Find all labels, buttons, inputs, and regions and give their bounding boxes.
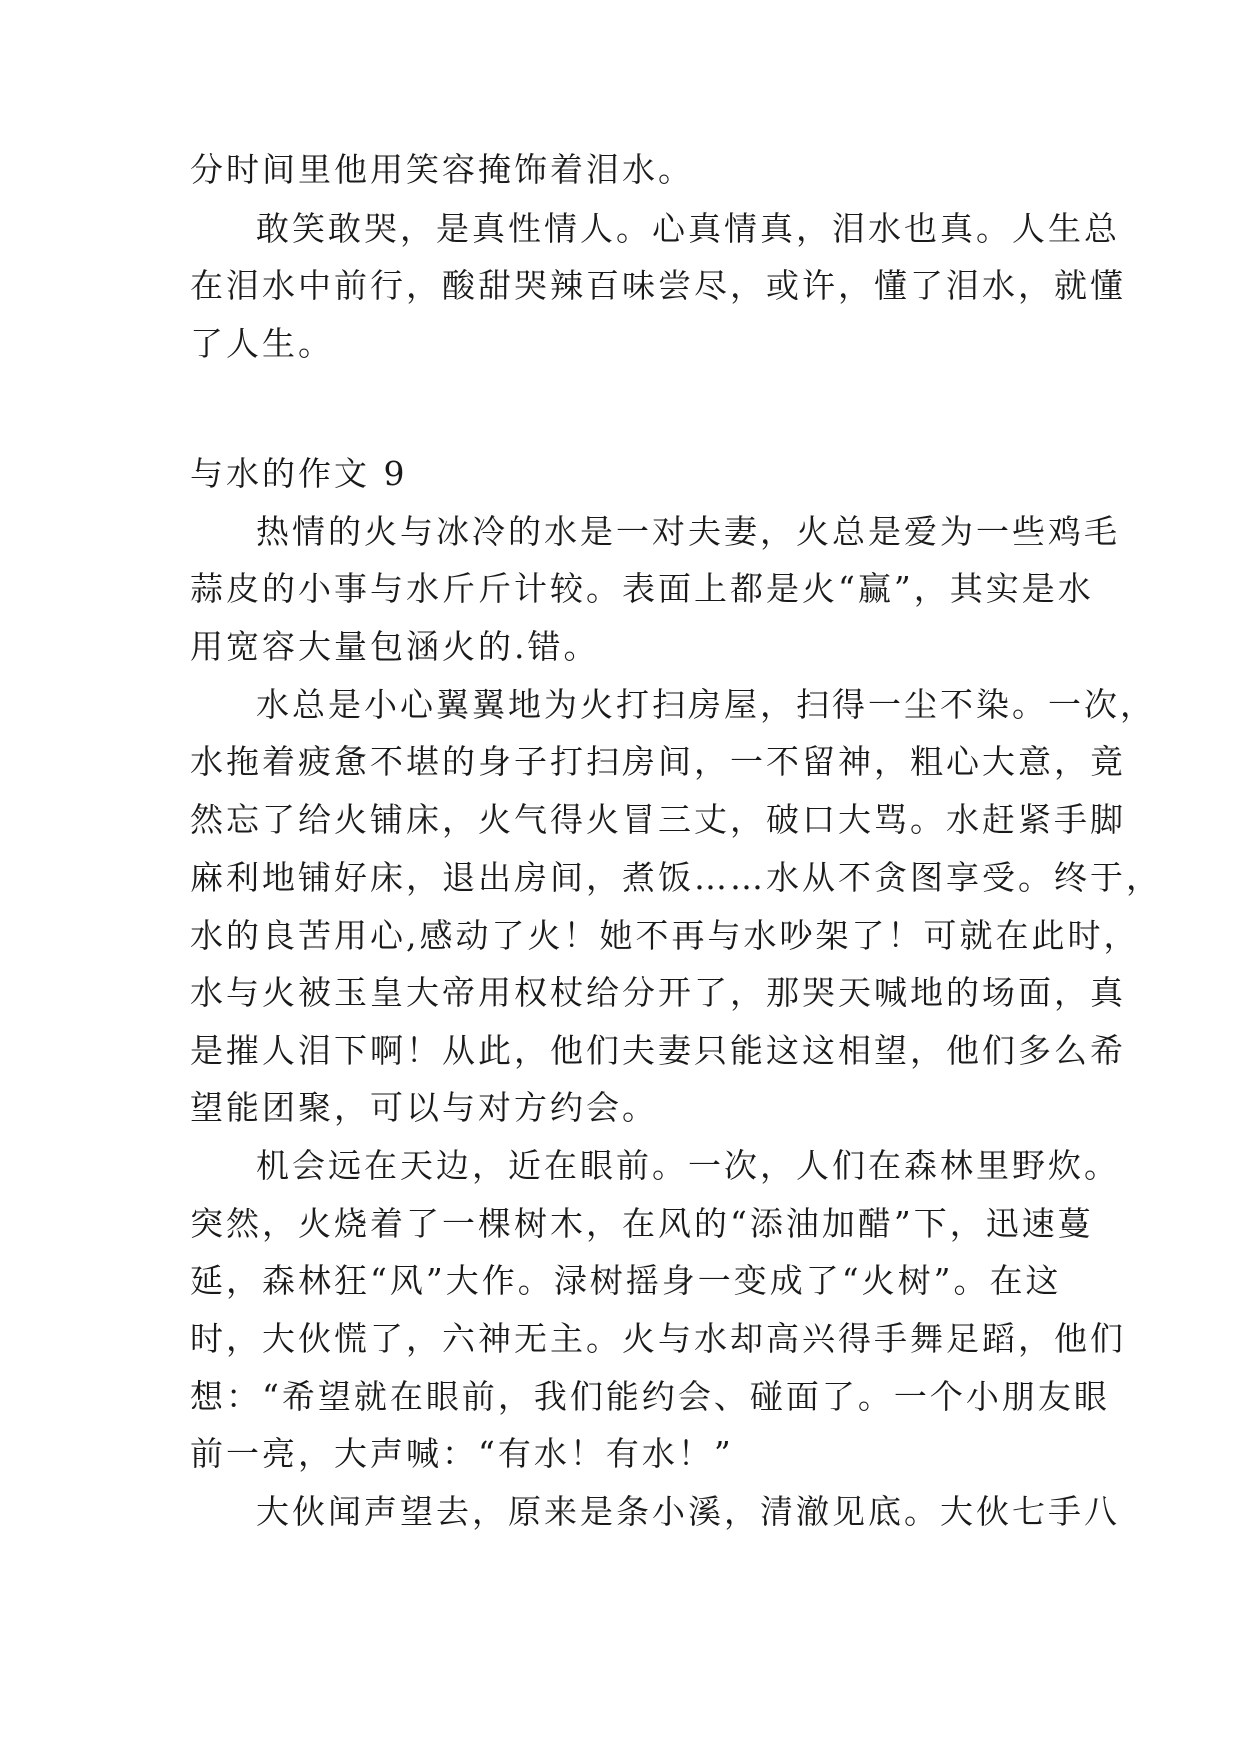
- text-line: 机会远在天边，近在眼前。一次，人们在森林里野炊。: [256, 1146, 1120, 1185]
- text-line: 敢笑敢哭，是真性情人。心真情真，泪水也真。人生总: [256, 209, 1120, 248]
- text-line: 在泪水中前行，酸甜哭辣百味尝尽，或许，懂了泪水，就懂: [190, 266, 1126, 305]
- text-line: 前一亮，大声喊：“有水！有水！”: [190, 1434, 734, 1473]
- text-line: 了人生。: [190, 324, 334, 363]
- text-line: 水拖着疲惫不堪的身子打扫房间，一不留神，粗心大意，竟: [190, 742, 1126, 781]
- text-line: 延，森林狂“风”大作。渌树摇身一变成了“火树”。在这: [190, 1261, 1062, 1300]
- text-line: 望能团聚，可以与对方约会。: [190, 1088, 658, 1127]
- text-line: 然忘了给火铺床，火气得火冒三丈，破口大骂。水赶紧手脚: [190, 800, 1126, 839]
- text-line: 是摧人泪下啊！从此，他们夫妻只能这这相望，他们多么希: [190, 1031, 1126, 1070]
- text-line: 用宽容大量包涵火的.错。: [190, 627, 600, 666]
- text-line: 蒜皮的小事与水斤斤计较。表面上都是火“赢”，其实是水: [190, 569, 1094, 608]
- text-line: 突然，火烧着了一棵树木，在风的“添油加醋”下，迅速蔓: [190, 1204, 1094, 1243]
- text-line: 水的良苦用心,感动了火！她不再与水吵架了！可就在此时，: [190, 916, 1140, 955]
- text-line: 时，大伙慌了，六神无主。火与水却高兴得手舞足蹈，他们: [190, 1319, 1126, 1358]
- text-line: 大伙闻声望去，原来是条小溪，清澈见底。大伙七手八: [256, 1492, 1120, 1531]
- section-heading: 与水的作文 9: [190, 454, 408, 493]
- text-line: 热情的火与冰冷的水是一对夫妻，火总是爱为一些鸡毛: [256, 512, 1120, 551]
- text-line: 水与火被玉皇大帝用权杖给分开了，那哭天喊地的场面，真: [190, 973, 1126, 1012]
- text-line: 分时间里他用笑容掩饰着泪水。: [190, 150, 694, 189]
- text-line: 想：“希望就在眼前，我们能约会、碰面了。一个小朋友眼: [190, 1377, 1110, 1416]
- text-line: 水总是小心翼翼地为火打扫房屋，扫得一尘不染。一次，: [256, 685, 1156, 724]
- text-line: 麻利地铺好床，退出房间，煮饭……水从不贪图享受。终于，: [190, 858, 1162, 897]
